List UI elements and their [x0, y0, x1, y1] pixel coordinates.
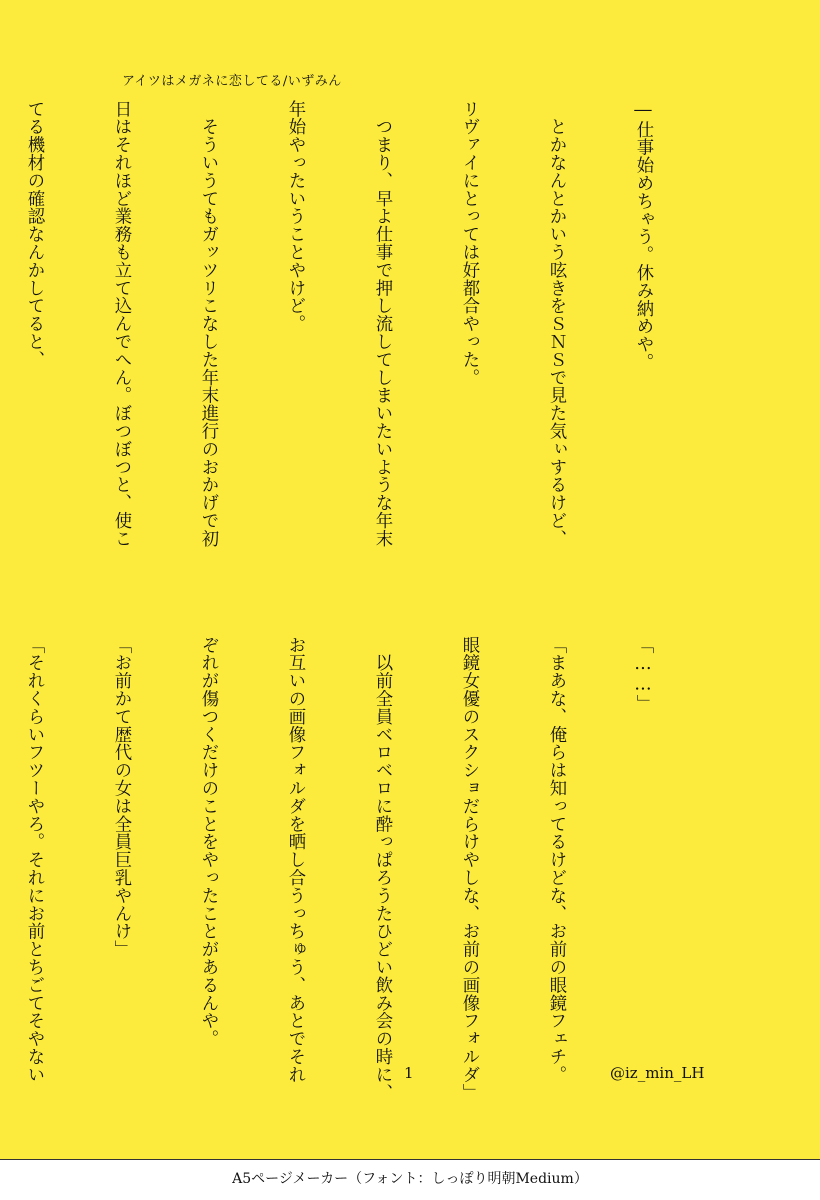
- text-line: てる機材の確認なんかしてると、: [24, 100, 44, 369]
- story-title: アイツはメガネに恋してる/いずみん: [122, 74, 342, 89]
- text-line: 日はそれほど業務も立て込んでへん。ぼつぼつと、使こ: [111, 100, 131, 548]
- text-line: 以前全員ベロベロに酔っぱろうたひどい飲み会の時に、: [372, 636, 392, 1102]
- text-line: 年始やったいうことやけど。: [285, 100, 305, 333]
- page-number: 1: [404, 1064, 414, 1082]
- bottom-text-block: [0, 636, 715, 1102]
- author-handle: @iz_min_LH: [610, 1064, 705, 1082]
- text-line: とかなんとかいう呟きをＳＮＳで見た気ぃするけど、: [546, 100, 566, 548]
- text-line: 「まあな、俺らは知ってるけどな、お前の眼鏡フェチ。: [546, 636, 566, 1084]
- text-line: リヴァイにとっては好都合やった。: [459, 100, 479, 387]
- text-line: お互いの画像フォルダを晒し合うっちゅう、あとでそれ: [285, 636, 305, 1084]
- text-line: つまり、早よ仕事で押し流してしまいたいような年末: [372, 100, 392, 548]
- text-line: ぞれが傷つくだけのことをやったことがあるんや。: [198, 636, 218, 1048]
- footer-caption: A5ページメーカー（フォント：しっぽり明朝Medium）: [232, 1171, 588, 1187]
- top-text-block: [0, 100, 715, 580]
- text-line: 眼鏡女優のスクショだらけやしな、お前の画像フォルダ」: [459, 636, 479, 1102]
- text-line: そういうてもガッツリこなした年末進行のおかげで初: [198, 100, 218, 548]
- text-line: 「……」: [633, 636, 653, 713]
- text-line: ―仕事始めちゃう。休み納めや。: [633, 100, 653, 372]
- text-line: 「それくらいフツーやろ。それにお前とちごてそやない: [24, 636, 44, 1084]
- text-line: 「お前かて歴代の女は全員巨乳やんけ」: [111, 636, 131, 959]
